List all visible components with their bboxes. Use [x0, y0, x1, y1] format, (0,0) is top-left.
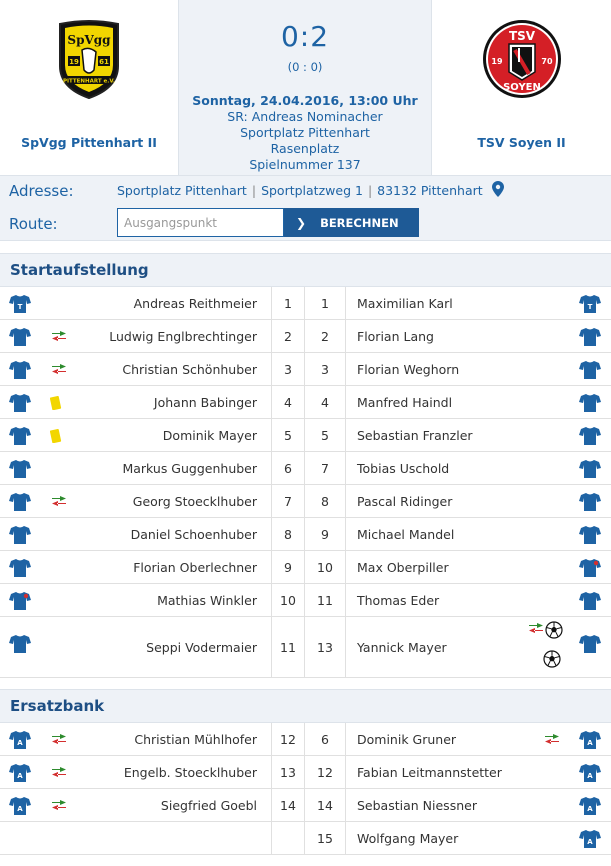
away-player-number-text: 8: [321, 494, 329, 509]
route-start-input[interactable]: [117, 208, 284, 237]
away-player-number-text: 5: [321, 428, 329, 443]
goal-ball-icon: [543, 650, 561, 672]
lineup-section-title: Startaufstellung: [0, 253, 611, 287]
lineup-row: [0, 518, 611, 551]
address-part-city[interactable]: 83132 Pittenhart: [377, 183, 483, 198]
yellow-card-icon: [50, 429, 62, 447]
substitution-icon: [527, 622, 545, 638]
match-info: [179, 93, 431, 173]
lineup-row: [0, 419, 611, 452]
route-calculate-label: BERECHNEN: [320, 215, 399, 230]
home-player-number: [271, 485, 305, 517]
away-player-number-text: 4: [321, 395, 329, 410]
home-player-number: [271, 287, 305, 319]
home-player-number: [271, 584, 305, 616]
home-player-name[interactable]: Ludwig Englbrechtinger: [109, 329, 257, 344]
address-separator: |: [367, 183, 373, 198]
away-player-number: [305, 551, 346, 583]
home-player-number-text: 8: [284, 527, 292, 542]
goal-ball-icon: [545, 621, 563, 643]
svg-text:T: T: [587, 303, 593, 311]
away-player-name[interactable]: Wolfgang Mayer: [357, 831, 459, 846]
bench-row: [0, 822, 611, 855]
away-jersey-icon: [579, 393, 601, 417]
away-player-number-text: 11: [317, 593, 333, 608]
home-player-number: [271, 452, 305, 484]
svg-text:A: A: [587, 772, 593, 780]
lineup-row: [0, 617, 611, 678]
svg-text:A: A: [587, 739, 593, 747]
away-player-number-text: 12: [317, 765, 333, 780]
home-player-number-text: 2: [284, 329, 292, 344]
lineup-row: [0, 551, 611, 584]
lineup-row: [0, 320, 611, 353]
svg-text:A: A: [587, 838, 593, 846]
svg-text:19: 19: [490, 57, 503, 66]
away-player-number-text: 10: [317, 560, 333, 575]
away-jersey-icon: [579, 796, 601, 820]
away-player-number-text: 1: [321, 296, 329, 311]
score-panel: [178, 0, 432, 175]
home-jersey-icon: [9, 763, 31, 787]
yellow-card-icon: [50, 396, 62, 414]
home-player-name[interactable]: Georg Stoecklhuber: [132, 494, 257, 509]
svg-text:19: 19: [69, 58, 79, 66]
home-player-number: [271, 353, 305, 385]
substitution-icon: [50, 799, 68, 815]
away-jersey-icon: [579, 459, 601, 483]
away-player-number-text: 14: [317, 798, 333, 813]
home-player-name[interactable]: Siegfried Goebl: [160, 798, 257, 813]
match-header: [0, 0, 611, 175]
home-player-number-text: 3: [284, 362, 292, 377]
home-jersey-icon: [9, 360, 31, 384]
home-team-name[interactable]: SpVgg Pittenhart II: [21, 135, 157, 150]
home-player-number: [271, 320, 305, 352]
home-player-number: [271, 822, 305, 854]
match-surface: Rasenplatz: [270, 141, 340, 156]
address-label: Adresse:: [9, 182, 74, 200]
away-player-number-text: 7: [321, 461, 329, 476]
away-jersey-icon: [579, 525, 601, 549]
substitution-icon: [50, 495, 68, 511]
match-venue[interactable]: Sportplatz Pittenhart: [240, 125, 370, 140]
away-jersey-icon: [579, 829, 601, 853]
away-player-name[interactable]: Sebastian Niessner: [357, 798, 477, 813]
svg-text:TSV: TSV: [508, 29, 535, 43]
match-number: Spielnummer 137: [249, 157, 361, 172]
address-panel: [0, 175, 611, 241]
home-player-number-text: 11: [280, 640, 296, 655]
substitution-icon: [50, 766, 68, 782]
away-player-number: [305, 419, 346, 451]
home-player-number-text: 9: [284, 560, 292, 575]
svg-text:A: A: [17, 772, 23, 780]
home-player-number-text: 5: [284, 428, 292, 443]
away-player-name[interactable]: Manfred Haindl: [357, 395, 453, 410]
home-player-number-text: 1: [284, 296, 292, 311]
home-player-number: [271, 617, 305, 677]
lineup-row: [0, 353, 611, 386]
away-team-panel[interactable]: [432, 0, 611, 175]
away-player-number: [305, 756, 346, 788]
home-player-number-text: 13: [280, 765, 296, 780]
home-player-number-text: 4: [284, 395, 292, 410]
away-player-name[interactable]: Dominik Gruner: [357, 732, 457, 747]
home-player-number: [271, 518, 305, 550]
home-player-number: [271, 723, 305, 755]
chevron-right-icon: ❯: [296, 215, 307, 230]
map-pin-icon[interactable]: [492, 181, 504, 201]
away-player-number: [305, 353, 346, 385]
home-player-number-text: 10: [280, 593, 296, 608]
home-player-number-text: 12: [280, 732, 296, 747]
away-player-name[interactable]: Tobias Uschold: [357, 461, 450, 476]
away-player-number: [305, 617, 346, 677]
home-player-name[interactable]: Markus Guggenhuber: [122, 461, 257, 476]
lineup-row: [0, 386, 611, 419]
route-label: Route:: [9, 215, 58, 233]
home-team-panel[interactable]: [0, 0, 178, 175]
away-jersey-icon: [579, 327, 601, 351]
substitution-icon: [543, 733, 561, 749]
home-jersey-icon: [9, 426, 31, 450]
lineup-row: [0, 584, 611, 617]
bench-section-title: Ersatzbank: [0, 689, 611, 723]
home-jersey-icon: [9, 492, 31, 516]
away-player-name[interactable]: Florian Weghorn: [357, 362, 460, 377]
home-player-name[interactable]: Andreas Reithmeier: [133, 296, 257, 311]
home-player-number-text: 6: [284, 461, 292, 476]
away-jersey-icon: [579, 294, 601, 318]
home-jersey-icon: [9, 294, 31, 318]
home-player-name[interactable]: Dominik Mayer: [162, 428, 257, 443]
away-jersey-icon: [579, 730, 601, 754]
away-player-number: [305, 584, 346, 616]
home-player-number: [271, 419, 305, 451]
svg-text:A: A: [17, 739, 23, 747]
away-player-number: [305, 287, 346, 319]
address-text[interactable]: [117, 183, 483, 198]
bench-row: [0, 756, 611, 789]
away-player-name[interactable]: Fabian Leitmannstetter: [357, 765, 502, 780]
home-player-number-text: [272, 822, 304, 831]
match-date: Sonntag, 24.04.2016, 13:00 Uhr: [192, 93, 418, 108]
bench-row: [0, 723, 611, 756]
address-part-venue[interactable]: Sportplatz Pittenhart: [117, 183, 247, 198]
final-score: 0:2: [280, 20, 330, 53]
home-player-number-text: 7: [284, 494, 292, 509]
substitution-icon: [50, 733, 68, 749]
home-player-name[interactable]: Florian Oberlechner: [133, 560, 257, 575]
home-jersey-icon: [9, 327, 31, 351]
away-jersey-icon: [579, 426, 601, 450]
svg-text:PITTENHART e.V.: PITTENHART e.V.: [62, 78, 116, 85]
home-player-name[interactable]: Christian Schönhuber: [122, 362, 257, 377]
away-player-number: [305, 320, 346, 352]
away-player-number: [305, 822, 346, 854]
away-player-name[interactable]: Yannick Mayer: [357, 640, 447, 655]
away-player-name[interactable]: Max Oberpiller: [357, 560, 449, 575]
home-team-logo[interactable]: [54, 18, 124, 104]
home-player-name[interactable]: Daniel Schoenhuber: [130, 527, 257, 542]
match-referee: SR: Andreas Nominacher: [227, 109, 383, 124]
away-player-number-text: 2: [321, 329, 329, 344]
away-player-number: [305, 723, 346, 755]
svg-text:A: A: [587, 805, 593, 813]
svg-text:T: T: [17, 303, 23, 311]
home-player-number: [271, 386, 305, 418]
away-player-number-text: 3: [321, 362, 329, 377]
bench-table: [0, 723, 611, 855]
svg-text:SOYEN: SOYEN: [502, 82, 541, 93]
home-player-name[interactable]: Christian Mühlhofer: [134, 732, 257, 747]
substitution-icon: [50, 363, 68, 379]
home-jersey-icon: [9, 634, 31, 658]
home-jersey-icon: [9, 730, 31, 754]
svg-text:SpVgg: SpVgg: [67, 33, 111, 47]
home-jersey-icon: [9, 796, 31, 820]
home-jersey-icon: [9, 393, 31, 417]
home-jersey-icon: [9, 558, 31, 582]
lineup-row: [0, 287, 611, 320]
lineup-table: [0, 287, 611, 678]
away-player-name[interactable]: Maximilian Karl: [357, 296, 453, 311]
home-player-number: [271, 789, 305, 821]
away-jersey-icon: [579, 763, 601, 787]
away-player-number: [305, 485, 346, 517]
svg-text:A: A: [17, 805, 23, 813]
address-separator: |: [251, 183, 257, 198]
away-player-number: [305, 452, 346, 484]
svg-text:70: 70: [540, 57, 553, 66]
away-jersey-icon: [579, 492, 601, 516]
halftime-score: (0 : 0): [287, 60, 323, 74]
away-jersey-icon: [579, 591, 601, 615]
home-player-name[interactable]: Engelb. Stoecklhuber: [123, 765, 257, 780]
away-player-name[interactable]: Michael Mandel: [357, 527, 455, 542]
away-player-number-text: 15: [317, 831, 333, 846]
away-player-number: [305, 789, 346, 821]
away-player-name[interactable]: Thomas Eder: [357, 593, 440, 608]
away-player-number: [305, 518, 346, 550]
home-jersey-icon: [9, 459, 31, 483]
away-player-number: [305, 386, 346, 418]
away-player-name[interactable]: Pascal Ridinger: [357, 494, 453, 509]
lineup-row: [0, 452, 611, 485]
home-player-number: [271, 551, 305, 583]
home-jersey-icon: [9, 591, 31, 615]
home-player-name[interactable]: Mathias Winkler: [157, 593, 257, 608]
lineup-row: [0, 485, 611, 518]
away-player-number-text: 13: [317, 640, 333, 655]
away-jersey-icon: [579, 558, 601, 582]
address-part-street[interactable]: Sportplatzweg 1: [261, 183, 363, 198]
bench-row: [0, 789, 611, 822]
away-player-number-text: 6: [321, 732, 329, 747]
substitution-icon: [50, 330, 68, 346]
away-team-name[interactable]: TSV Soyen II: [477, 135, 566, 150]
home-player-name[interactable]: Johann Babinger: [153, 395, 257, 410]
route-calculate-button[interactable]: [284, 208, 419, 237]
away-jersey-icon: [579, 360, 601, 384]
away-player-number-text: 9: [321, 527, 329, 542]
away-team-logo[interactable]: [481, 18, 563, 104]
home-player-number: [271, 756, 305, 788]
away-player-name[interactable]: Sebastian Franzler: [357, 428, 473, 443]
home-player-name[interactable]: Seppi Vodermaier: [146, 640, 257, 655]
home-player-number-text: 14: [280, 798, 296, 813]
svg-text:61: 61: [99, 58, 109, 66]
away-jersey-icon: [579, 634, 601, 658]
home-jersey-icon: [9, 525, 31, 549]
away-player-name[interactable]: Florian Lang: [357, 329, 434, 344]
